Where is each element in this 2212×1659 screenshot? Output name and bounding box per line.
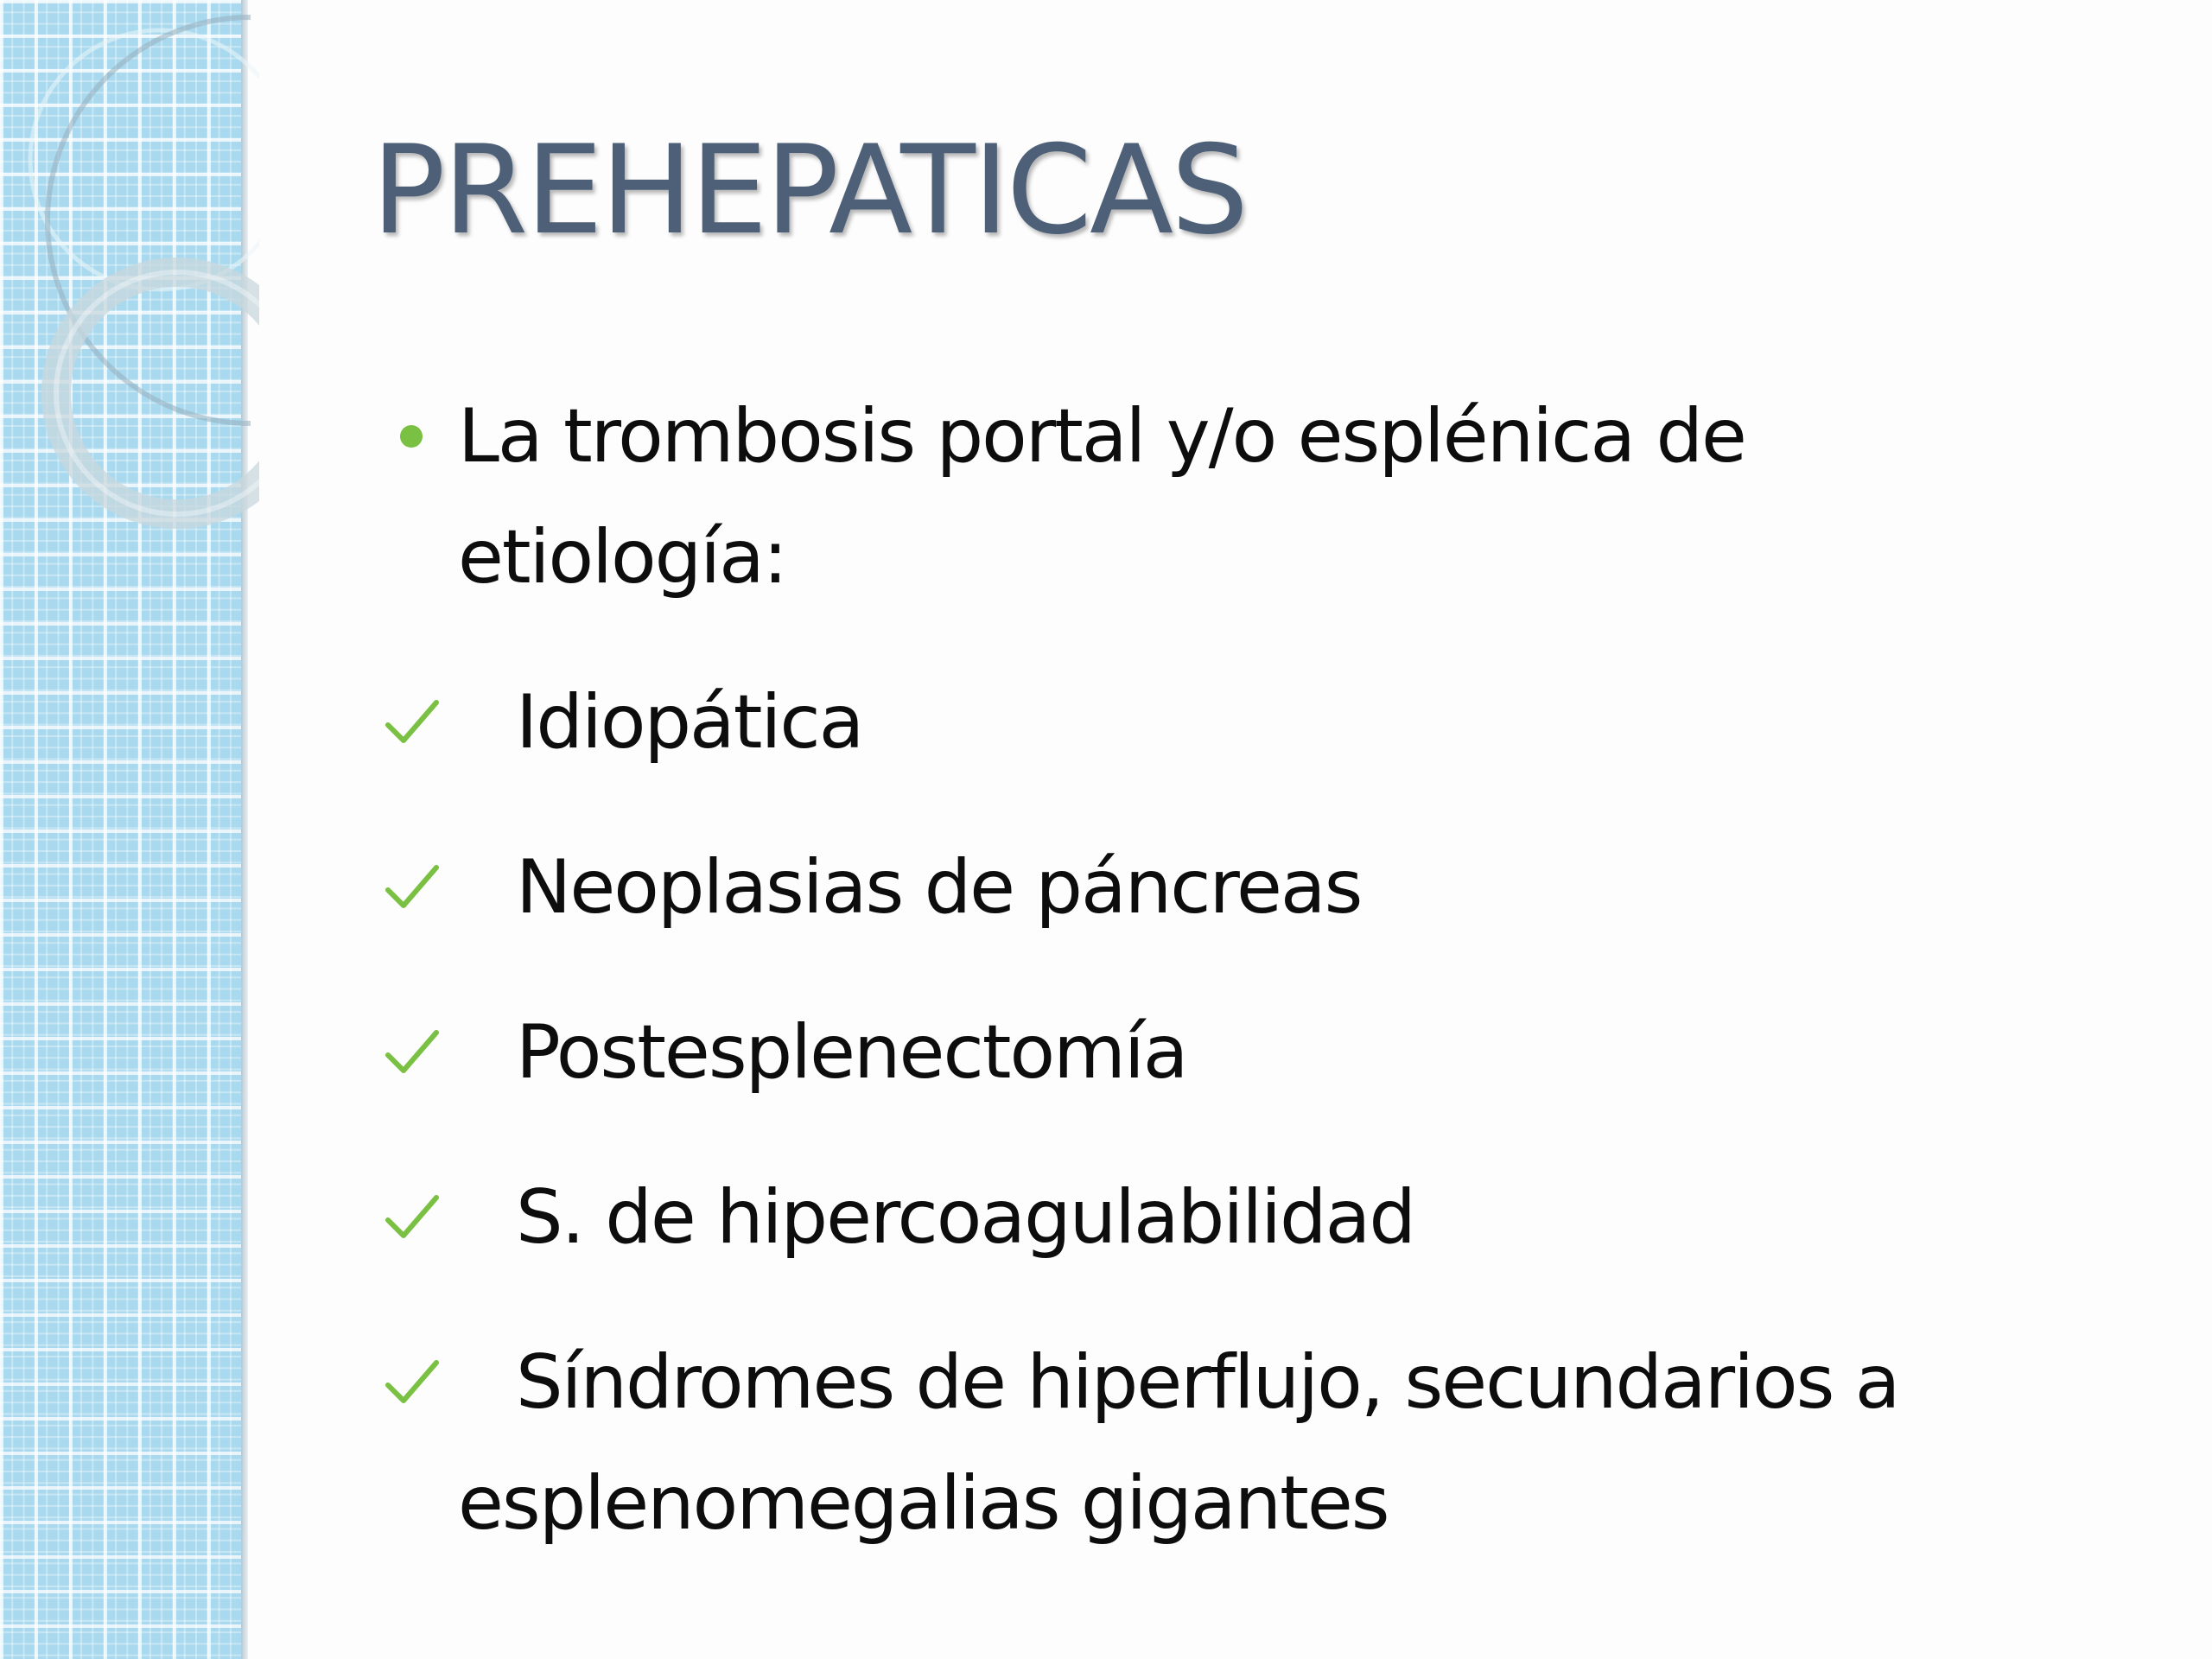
check-item-label: Idiopática xyxy=(516,679,863,766)
check-item-label: Neoplasias de páncreas xyxy=(516,844,1362,931)
round-bullet-icon xyxy=(385,376,445,497)
check-item-postesplenectomia xyxy=(385,992,2156,1113)
check-item-hiperflujo xyxy=(385,1322,2156,1564)
check-item-neoplasias xyxy=(385,827,2156,948)
checkmark-icon xyxy=(385,1157,445,1278)
checkmark-icon xyxy=(385,1322,445,1443)
checkmark-icon xyxy=(385,827,445,948)
check-item-label: S. de hipercoagulabilidad xyxy=(516,1174,1414,1261)
check-item-hipercoagulabilidad xyxy=(385,1157,2156,1278)
check-item-label-line-1: Síndromes de hiperflujo, secundarios a xyxy=(516,1339,1899,1426)
checkmark-icon xyxy=(385,662,445,783)
intro-line-1: La trombosis portal y/o esplénica de xyxy=(458,393,1745,480)
intro-line-2: etiología: xyxy=(458,514,786,601)
slide-body xyxy=(385,376,2156,1608)
check-item-label: Postesplenectomía xyxy=(516,1009,1187,1096)
checkmark-icon xyxy=(385,992,445,1113)
decorative-rings-icon xyxy=(0,0,259,605)
check-item-idiopatica xyxy=(385,662,2156,783)
intro-bullet-item xyxy=(385,376,2156,618)
slide-title: PREHEPATICAS xyxy=(372,119,1247,262)
check-item-label-line-2: esplenomegalias gigantes xyxy=(458,1460,1389,1547)
